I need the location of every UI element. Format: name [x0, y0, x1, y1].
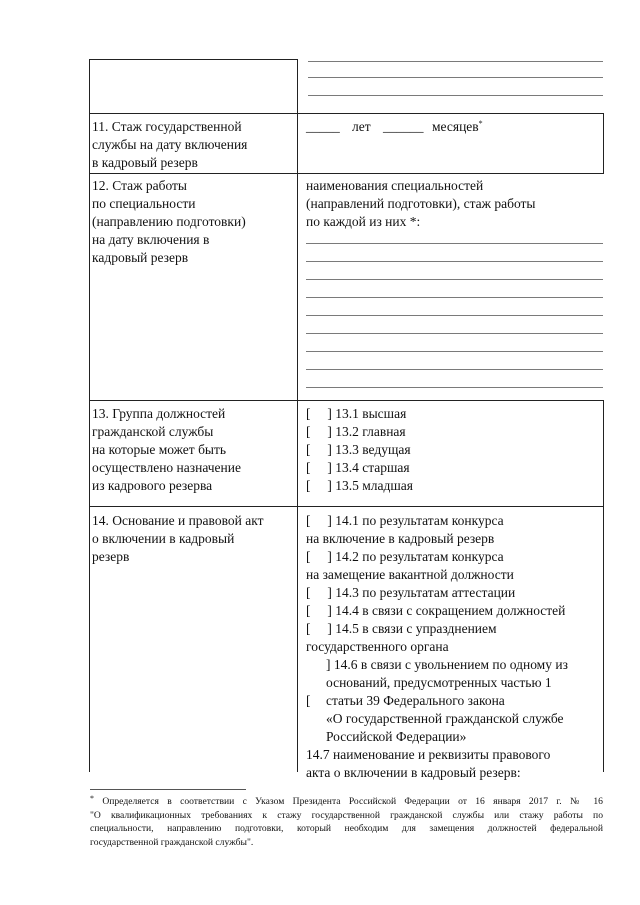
row12-value-line: (направлений подготовки), стаж работы — [306, 196, 536, 211]
fill-line[interactable] — [306, 351, 603, 352]
option-continuation: на включение в кадровый резерв — [306, 531, 495, 546]
option-continuation: государственного органа — [306, 639, 449, 654]
row13-label-line: 13. Группа должностей — [92, 406, 226, 421]
row13-label-line: гражданской службы — [92, 424, 214, 439]
fill-line[interactable] — [306, 261, 603, 262]
row12-value-line: по каждой из них *: — [306, 214, 421, 229]
legal-act-field-label: акта о включении в кадровый резерв: — [306, 765, 521, 780]
fill-line[interactable] — [306, 297, 603, 298]
checkbox-option[interactable]: [ ] 13.2 главная — [306, 424, 406, 439]
option-continuation: статьи 39 Федерального закона — [326, 693, 505, 708]
row11-months-label: месяцев* — [432, 119, 483, 134]
row12-value-line: наименования специальностей — [306, 178, 484, 193]
footnote-line: "О квалификационных требованиях к стажу государственной гражданской службы или стажу работы по — [90, 809, 603, 821]
row-divider-11 — [89, 113, 604, 114]
fill-line[interactable] — [306, 387, 603, 388]
table-column-divider — [297, 59, 298, 772]
fill-line[interactable] — [306, 369, 603, 370]
fill-line[interactable] — [306, 315, 603, 316]
checkbox-bracket[interactable]: [ — [306, 693, 311, 708]
fill-line[interactable] — [306, 279, 603, 280]
row12-label-line: кадровый резерв — [92, 250, 189, 265]
footnote-line: государственной гражданской службы". — [90, 836, 254, 848]
fill-line — [308, 77, 603, 78]
row14-label-line: о включении в кадровый — [92, 531, 235, 546]
row-divider-12 — [89, 173, 604, 174]
option-continuation: на замещение вакантной должности — [306, 567, 514, 582]
row11-months-blank[interactable]: ______ — [383, 119, 424, 134]
fill-line — [308, 95, 603, 96]
footnote-marker: * — [478, 119, 483, 128]
row11-years-blank[interactable]: _____ — [306, 119, 340, 134]
fill-line — [308, 61, 603, 62]
row13-label-line: из кадрового резерва — [92, 478, 213, 493]
checkbox-option[interactable]: [ ] 13.1 высшая — [306, 406, 407, 421]
checkbox-option[interactable]: [ ] 14.2 по результатам конкурса — [306, 549, 504, 564]
checkbox-option[interactable]: [ ] 13.5 младшая — [306, 478, 413, 493]
table-right-border — [603, 400, 604, 772]
row-divider-14 — [89, 506, 604, 507]
footnote-marker: * — [90, 794, 94, 803]
row-divider-13 — [89, 400, 604, 401]
row11-label-line: в кадровый резерв — [92, 155, 198, 170]
checkbox-option[interactable]: ] 14.6 в связи с увольнением по одному из — [326, 657, 568, 672]
row12-label-line: (направлению подготовки) — [92, 214, 246, 229]
table-right-border-top — [603, 113, 604, 173]
footnote-text — [90, 795, 603, 849]
row12-label-line: на дату включения в — [92, 232, 210, 247]
option-continuation: «О государственной гражданской службе — [326, 711, 564, 726]
checkbox-option[interactable]: [ ] 14.1 по результатам конкурса — [306, 513, 504, 528]
checkbox-option[interactable]: [ ] 13.3 ведущая — [306, 442, 411, 457]
row14-label-line: резерв — [92, 549, 130, 564]
option-continuation: оснований, предусмотренных частью 1 — [326, 675, 552, 690]
checkbox-option[interactable]: [ ] 14.4 в связи с сокращением должностей — [306, 603, 566, 618]
legal-act-field-label: 14.7 наименование и реквизиты правового — [306, 747, 551, 762]
row-divider-top — [89, 59, 298, 60]
footnote-line: * Определяется в соответствии с Указом Президента Российской Федерации от 16 января 2017 г. № 16 — [90, 794, 603, 807]
checkbox-option[interactable]: [ ] 14.3 по результатам аттестации — [306, 585, 516, 600]
row13-label-line: осуществлено назначение — [92, 460, 241, 475]
row13-label-line: на которые может быть — [92, 442, 227, 457]
fill-line[interactable] — [306, 243, 603, 244]
row11-years-label: лет — [352, 119, 371, 134]
fill-line[interactable] — [306, 333, 603, 334]
option-continuation: Российской Федерации» — [326, 729, 467, 744]
checkbox-option[interactable]: [ ] 14.5 в связи с упразднением — [306, 621, 497, 636]
row12-label-line: 12. Стаж работы — [92, 178, 187, 193]
row11-label-line: службы на дату включения — [92, 137, 248, 152]
table-left-border — [89, 59, 90, 772]
footnote-line: специальности, направлению подготовки, который необходим для замещения должностей федеральной — [90, 823, 603, 834]
row14-label-line: 14. Основание и правовой акт — [92, 513, 264, 528]
row12-label-line: по специальности — [92, 196, 196, 211]
footnote-separator — [90, 789, 246, 790]
row11-label-line: 11. Стаж государственной — [92, 119, 242, 134]
checkbox-option[interactable]: [ ] 13.4 старшая — [306, 460, 410, 475]
